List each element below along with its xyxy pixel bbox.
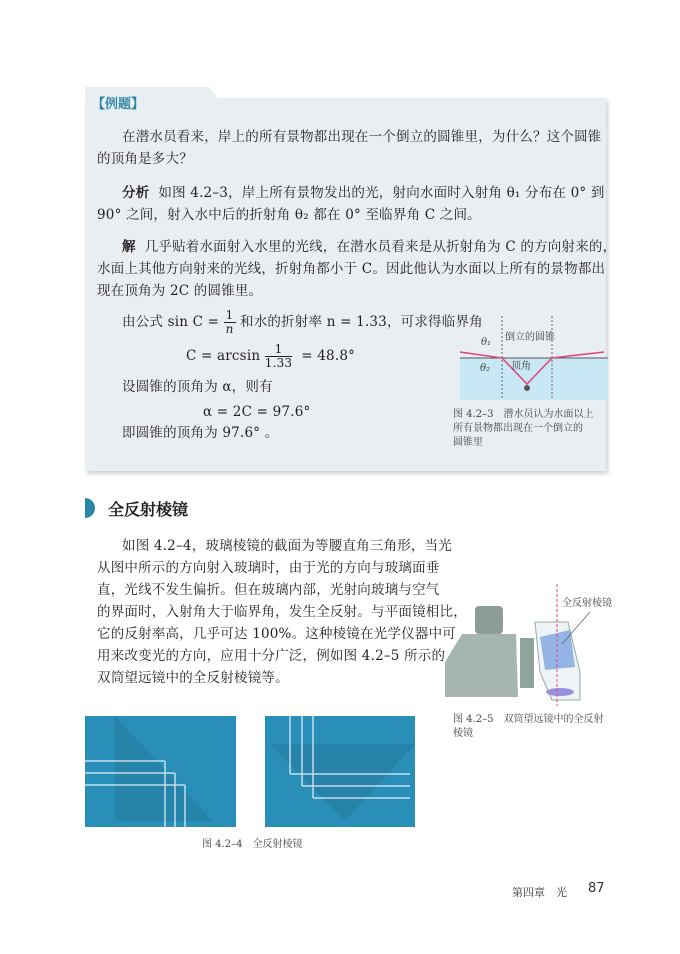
section-heading: 全反射棱镜 <box>108 500 189 519</box>
figure-4-2-4-caption: 图 4.2–4 全反射棱镜 <box>202 839 303 850</box>
figure-4-2-5-caption-1: 图 4.2–5 双筒望远镜中的全反射 <box>453 714 604 725</box>
prism-photo-2 <box>265 716 415 827</box>
analysis-line-1 <box>122 182 605 204</box>
frac-num: 1 <box>225 308 234 322</box>
analysis-text: 如图 4.2–3，岸上所有景物发出的光，射向水面时入射角 θ₁ 分布在 0° 到 <box>158 185 605 201</box>
formula-intro <box>122 308 483 336</box>
let-line: 设圆锥的顶角为 α，则有 <box>122 379 273 395</box>
analysis-label: 分析 <box>122 185 150 201</box>
fraction-1-over-1.33 <box>265 343 293 370</box>
label-inverted-cone: 倒立的圆锥 <box>505 332 555 343</box>
paragraph-line-3: 直，光线不发生偏折。但在玻璃内部，光射向玻璃与空气 <box>97 582 440 598</box>
solution-label: 解 <box>122 239 136 255</box>
prism-photo-2-graphic <box>265 716 415 827</box>
diver-eye <box>524 385 530 391</box>
label-theta1: θ₁ <box>481 337 492 348</box>
prism-label: 全反射棱镜 <box>562 598 612 609</box>
frac-den: 1.33 <box>264 356 293 370</box>
conclusion: 即圆锥的顶角为 97.6° 。 <box>122 425 279 441</box>
paragraph-line-6: 用来改变光的方向，应用十分广泛，例如图 4.2–5 所示的 <box>97 648 446 664</box>
eyepiece-left <box>475 606 503 634</box>
paragraph-line-1: 如图 4.2–4，玻璃棱镜的截面为等腰直角三角形，当光 <box>122 538 452 554</box>
solution-line-1 <box>122 236 616 258</box>
question-line-1: 在潜水员看来，岸上的所有景物都出现在一个倒立的圆锥里，为什么？这个圆锥 <box>122 129 602 145</box>
figure-4-2-5-caption-2: 棱镜 <box>453 728 473 739</box>
paragraph-line-7: 双筒望远镜中的全反射棱镜等。 <box>97 670 289 686</box>
prism-photo-1-graphic <box>85 716 236 827</box>
paragraph-line-2: 从图中所示的方向射入玻璃时，由于光的方向与玻璃面垂 <box>97 560 440 576</box>
equation-critical-angle <box>186 342 355 370</box>
page-number: 87 <box>588 881 605 896</box>
frac-num: 1 <box>265 343 293 357</box>
frac-den: n <box>225 322 234 336</box>
eq1-a: C = arcsin <box>186 348 261 364</box>
label-theta2: θ₂ <box>480 363 491 374</box>
solution-line-2: 水面上其他方向射来的光线，折射角都小于 C。因此他认为水面以上所有的景物都出 <box>97 261 606 277</box>
label-apex-angle: 顶角 <box>511 361 531 372</box>
section-marker-icon <box>85 498 95 518</box>
example-title: 【例题】 <box>92 97 145 112</box>
figure-4-2-3-caption-1: 图 4.2–3 潜水员认为水面以上 <box>453 409 594 420</box>
equation-apex-angle: α = 2C = 97.6° <box>203 404 311 420</box>
question-line-2: 的顶角是多大？ <box>97 151 193 167</box>
figure-4-2-3-diagram <box>438 312 608 404</box>
solution-text: 几乎贴着水面射入水里的光线，在潜水员看来是从折射角为 C 的方向射来的， <box>144 239 617 255</box>
figure-4-2-3-caption-2: 所有景物都出现在一个倒立的 <box>453 423 583 434</box>
barrel-left <box>445 634 518 697</box>
footer-chapter: 第四章 光 <box>512 886 567 899</box>
analysis-line-2: 90° 之间，射入水中后的折射角 θ₂ 都在 0° 至临界角 C 之间。 <box>97 207 481 223</box>
figure-4-2-3-caption-3: 圆锥里 <box>453 437 483 448</box>
objective-lens <box>546 688 574 696</box>
prism-photo-1 <box>85 716 236 827</box>
formula-intro-a: 由公式 sin C = <box>122 314 220 330</box>
paragraph-line-4: 的界面时，入射角大于临界角，发生全反射。与平面镜相比， <box>97 604 467 620</box>
fraction-1-over-n <box>224 309 236 336</box>
solution-line-3: 现在顶角为 2C 的圆锥里。 <box>97 283 263 299</box>
eq1-b: = 48.8° <box>301 348 356 364</box>
formula-intro-b: 和水的折射率 n = 1.33，可求得临界角 <box>240 314 483 330</box>
paragraph-line-5: 它的反射率高，几乎可达 100%。这种棱镜在光学仪器中可 <box>97 626 456 642</box>
focus-knob <box>520 638 534 688</box>
